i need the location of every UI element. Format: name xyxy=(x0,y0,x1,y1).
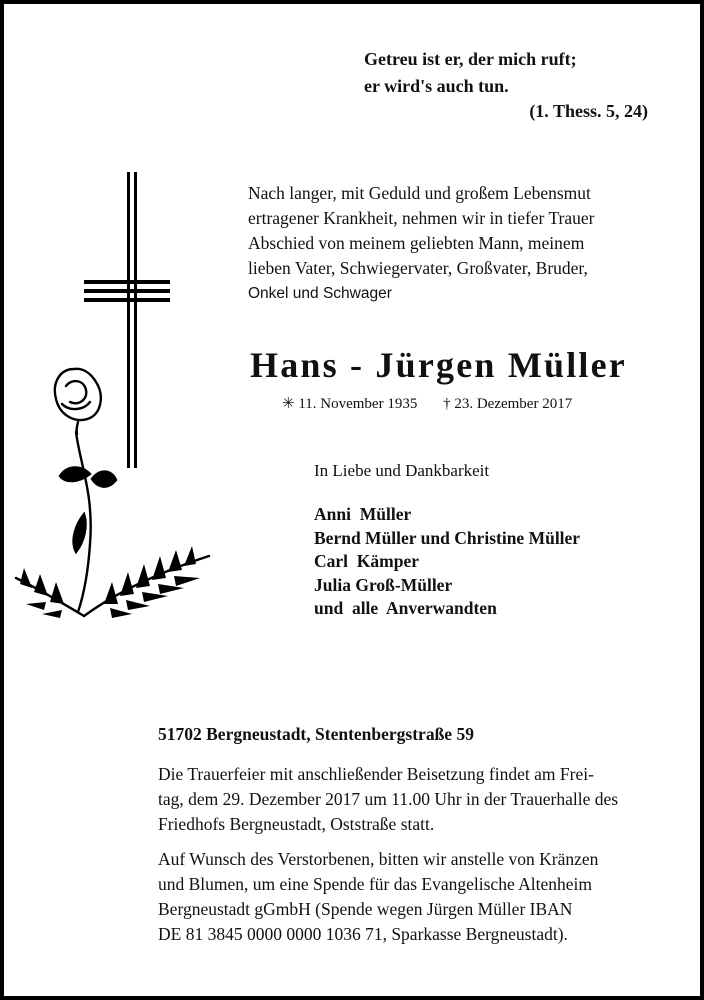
donation-line: Auf Wunsch des Verstorbenen, bitten wir anstelle von Kränzen xyxy=(158,849,599,869)
funeral-line: Die Trauerfeier mit anschließender Beisetzung findet am Frei- xyxy=(158,764,594,784)
donation-line: Bergneustadt gGmbH (Spende wegen Jürgen Müller IBAN xyxy=(158,899,573,919)
donation-line: DE 81 3845 0000 0000 1036 71, Sparkasse Bergneustadt). xyxy=(158,924,568,944)
verse-line: Getreu ist er, der mich ruft; xyxy=(364,49,577,69)
funeral-line: Friedhofs Bergneustadt, Oststraße statt. xyxy=(158,814,435,834)
bible-verse xyxy=(364,46,577,100)
intro-line: Nach langer, mit Geduld und großem Lebensmut xyxy=(248,183,591,203)
death-date: † 23. Dezember 2017 xyxy=(443,396,573,412)
cross-and-rose-illustration xyxy=(4,164,234,634)
verse-line: er wird's auch tun. xyxy=(364,76,509,96)
donation-info xyxy=(158,847,668,947)
intro-text xyxy=(248,181,668,306)
intro-line: Onkel und Schwager xyxy=(248,285,392,302)
birth-date: ✳ 11. November 1935 xyxy=(282,396,418,412)
mourner-name: Julia Groß-Müller xyxy=(314,574,453,595)
mourner-name: und alle Anverwandten xyxy=(314,598,497,618)
cross-icon xyxy=(84,172,170,468)
intro-line: ertragener Krankheit, nehmen wir in tiefer Trauer xyxy=(248,208,595,228)
family-address: 51702 Bergneustadt, Stentenbergstraße 59 xyxy=(158,724,474,744)
fern-leaves-icon xyxy=(20,546,200,618)
mourner-name: Anni Müller xyxy=(314,504,412,524)
mourner-name: Carl Kämper xyxy=(314,551,419,571)
deceased-name: Hans - Jürgen Müller xyxy=(250,345,627,385)
funeral-info xyxy=(158,762,668,837)
funeral-line: tag, dem 29. Dezember 2017 um 11.00 Uhr in der Trauerhalle des xyxy=(158,789,619,809)
donation-line: und Blumen, um eine Spende für das Evangelische Altenheim xyxy=(158,874,592,894)
intro-line: Abschied von meinem geliebten Mann, meinem xyxy=(248,233,585,253)
mourner-name: Bernd Müller und Christine Müller xyxy=(314,527,581,548)
verse-reference: (1. Thess. 5, 24) xyxy=(529,101,648,121)
mourners-intro: In Liebe und Dankbarkeit xyxy=(314,461,490,480)
life-dates xyxy=(282,394,594,413)
intro-line: lieben Vater, Schwiegervater, Großvater, Bruder, xyxy=(248,258,588,278)
mourners-list xyxy=(314,503,580,621)
